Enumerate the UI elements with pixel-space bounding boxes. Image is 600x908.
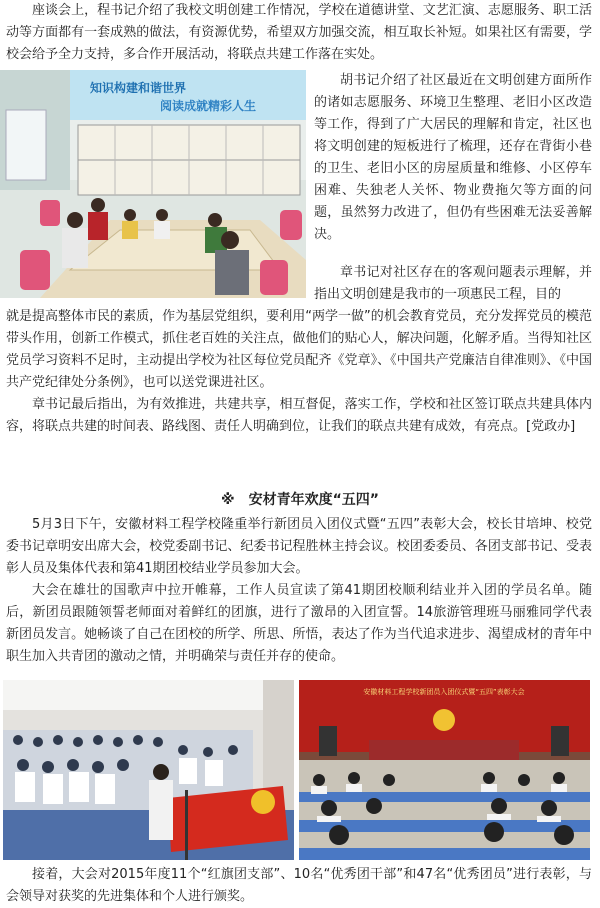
assembly-photo [299,680,590,860]
paragraph-event: 5月3日下午，安徽材料工程学校隆重举行新团员入团仪式暨“五四”表彰大会，校长甘培坤、校党委书记章明安出席大会，校党委副书记、纪委书记程胜林主持会议。校团委委员、各团支部书记、受表彰人员及集体代表和第41期团校结业学员参加大会。 [6,517,592,576]
oath-photo [3,680,294,860]
paragraph-intro: 座谈会上，程书记介绍了我校文明创建工作情况，学校在道德讲堂、文艺汇演、志愿服务、职工活动等方面都有一套成熟的做法，有资源优势，希望双方加强交流，相互取长补短。如果社区有需要，学校会给予全力支持，多合作开展活动，将联点共建工作落在实处。 [6,3,592,62]
paragraph-response-start: 章书记对社区存在的客观问题表示理解，并指出文明创建是我市的一项惠民工程，目的 [314,265,592,302]
paragraph-response-cont: 就是提高整体市民的素质，作为基层党组织，要利用“两学一做”的机会教育党员，充分发挥党员的模范带头作用，创新工作模式，抓住老百姓的关注点，做他们的贴心人，解决问题，化解矛盾。当得知社区党员学习资料不足时，主动提出学校为社区每位党员配齐《党章》、《中国共产党廉洁自律准则》、《中国共产党纪律处分条例》，也可以送党课进社区。 [6,309,592,390]
meeting-photo-image [0,70,306,298]
paragraph-conclusion: 章书记最后指出，为有效推进，共建共享，相互督促，落实工作，学校和社区签订联点共建具体内容，将联点共建的时间表、路线图、责任人明确到位，让我们的联点共建有成效，有亮点。[党政办] [6,397,592,434]
banner-text-2: 阅读成就精彩人生 [160,99,257,113]
paragraph-community: 胡书记介绍了社区最近在文明创建方面所作的诸如志愿服务、环境卫生整理、老旧小区改造等工作，得到了广大居民的理解和肯定，社区也将文明创建的短板进行了梳理，还存在背街小巷的卫生、老旧小区的房屋质量和维修、小区停车困难、失独老人关怀、物业费拖欠等方面的问题，虽然努力改进了，但仍有些困难无法妥善解决。 [314,73,592,242]
hall-banner-text: 安徽材料工程学校新团员入团仪式暨“五四”表彰大会 [363,688,525,696]
bookshelf [78,125,300,195]
section-title: ※ 安材青年欢度“五四” [220,492,379,508]
banner-text-1: 知识构建和谐世界 [90,81,187,95]
paragraph-awards: 接着，大会对2015年度11个“红旗团支部”、10名“优秀团干部”和47名“优秀团员”进行表彰，与会领导对获奖的先进集体和个人进行颁奖。 [6,867,592,904]
paragraph-ceremony: 大会在雄壮的国歌声中拉开帷幕，工作人员宣读了第41期团校顺利结业并入团的学员名单。随后，新团员跟随领誓老师面对着鲜红的团旗，进行了激昂的入团宣誓。14旅游管理班马丽雅同学代表新团员发言。她畅谈了自己在团校的所学、所思、所悟，表达了作为当代追求进步、渴望成材的青年中职生加入共青团的激动之情，并明确荣与责任并存的使命。 [6,583,592,664]
meeting-photo [0,70,306,298]
oath-photo-image [3,680,294,860]
league-emblem [433,709,455,731]
assembly-photo-image [299,680,590,860]
